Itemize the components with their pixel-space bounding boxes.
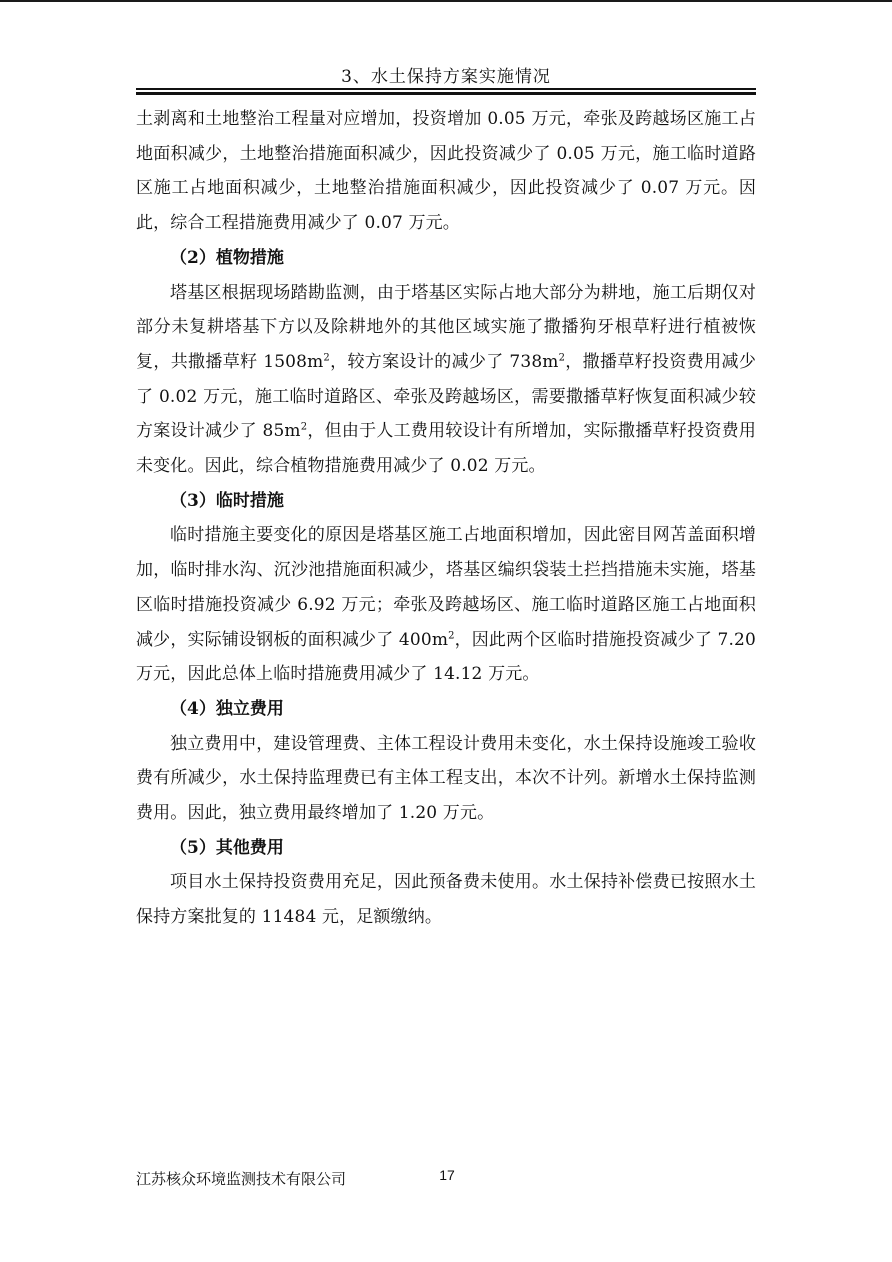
header-rule-thick [136, 92, 756, 95]
text-run: ，但由于人工费用较设计有所增加，实际撒播草籽投资费用未变化。因此，综合植物措施费用减少了 0.02 万元。 [136, 421, 756, 477]
plant-measures-paragraph [136, 276, 756, 484]
section-heading-temporary-measures: （3）临时措施 [170, 490, 284, 511]
text-run: ，撒播草籽投资费用减少了 0.02 万元，施工临时道路区、牵张及跨越场区，需要撒播草籽恢复面积减少较方案设计减少了 85m [136, 351, 756, 442]
section-heading-plant-measures: （2）植物措施 [170, 247, 284, 268]
intro-paragraph: 土剥离和土地整治工程量对应增加，投资增加 0.05 万元，牵张及跨越场区施工占地面积减少，土地整治措施面积减少，因此投资减少了 0.05 万元，施工临时道路区施工占地面积减少，土地整治措施面积减少，因此投资减少了 0.07 万元。因此，综合工程措施费用减少了 0.07 万元。 [136, 109, 756, 234]
section-heading-independent-costs: （4）独立费用 [170, 698, 284, 719]
text-run: ，因此两个区临时措施投资减少了 7.20 万元，因此总体上临时措施费用减少了 14.12 万元。 [136, 629, 756, 685]
other-costs-paragraph: 项目水土保持投资费用充足，因此预备费未使用。水土保持补偿费已按照水土保持方案批复的 11484 元，足额缴纳。 [136, 872, 756, 928]
independent-costs-paragraph: 独立费用中，建设管理费、主体工程设计费用未变化，水土保持设施竣工验收费有所减少，水土保持监理费已有主体工程支出，本次不计列。新增水土保持监测费用。因此，独立费用最终增加了 1.20 万元。 [136, 733, 756, 824]
superscript: 2 [448, 629, 455, 641]
page-number: 17 [439, 1167, 455, 1183]
footer-company-name: 江苏核众环境监测技术有限公司 [136, 1170, 347, 1188]
running-header: 3、水土保持方案实施情况 [341, 67, 551, 87]
page-top-border [0, 0, 892, 2]
superscript: 2 [323, 352, 330, 364]
superscript: 2 [558, 352, 566, 364]
text-run: ，较方案设计的减少了 738m [329, 351, 559, 372]
text-run: 临时措施主要变化的原因是塔基区施工占地面积增加，因此密目网苫盖面积增加，临时排水沟、沉沙池措施面积减少，塔基区编织袋装土拦挡措施未实施，塔基区临时措施投资减少 6.92 万元；牵张及跨越场区、施工临时道路区施工占地面积减少，实际铺设钢板的面积减少了 400m [136, 525, 756, 650]
text-run: 塔基区根据现场踏勘监测，由于塔基区实际占地大部分为耕地，施工后期仅对部分未复耕塔基下方以及除耕地外的其他区域实施了撒播狗牙根草籽进行植被恢复，共撒播草籽 1508m [136, 282, 756, 372]
section-heading-other-costs: （5）其他费用 [170, 837, 284, 858]
superscript: 2 [300, 421, 308, 433]
header-rule-thin [136, 88, 756, 90]
page-content [136, 102, 756, 935]
temporary-measures-paragraph [136, 518, 756, 692]
